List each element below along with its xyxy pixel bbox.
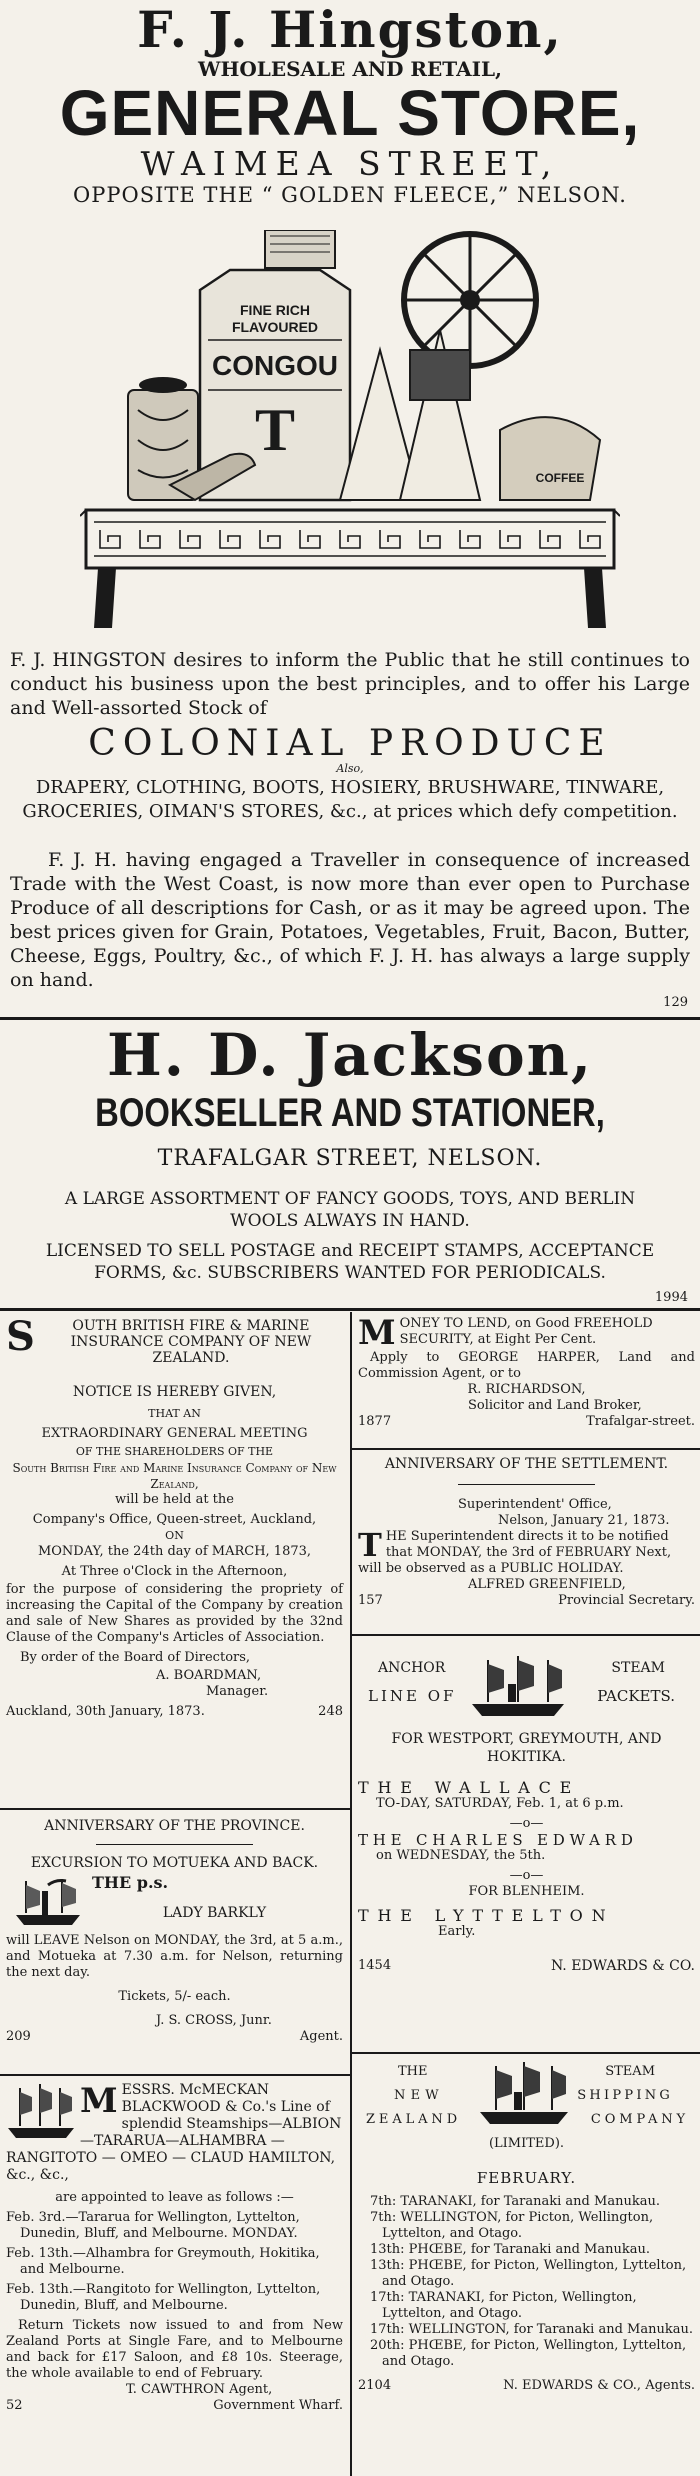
money-role: Solicitor and Land Broker,	[468, 1398, 642, 1413]
jackson-para-2: LICENSED TO SELL POSTAGE and RECEIPT STAMPS, ACCEPTANCE FORMS, &c. SUBSCRIBERS WANTED FOR PERIODICALS.	[45, 1241, 655, 1283]
anchor-early: Early.	[438, 1924, 476, 1939]
tin-label-1: FINE RICH	[240, 302, 310, 318]
mcmeckan-footer	[6, 2398, 343, 2414]
province-ship: LADY BARKLY	[162, 1905, 267, 1921]
province-title: ANNIVERSARY OF THE PROVINCE.	[44, 1818, 305, 1834]
insurance-time: At Three o'Clock in the Afternoon,	[61, 1564, 288, 1579]
divider-1	[0, 1017, 700, 1020]
nz-word-shipping: SHIPPING	[577, 2088, 673, 2103]
anchor-word-line: LINE OF	[368, 1687, 457, 1705]
insurance-footer	[6, 1704, 343, 1720]
nz-footer	[358, 2378, 695, 2394]
settlement-office: Superintendent' Office,	[458, 1497, 612, 1512]
insurance-company: South British Fire and Marine Insurance Company of New Zealand,	[12, 1461, 337, 1491]
money-footer	[358, 1414, 695, 1430]
anchor-word-steam: STEAM	[611, 1660, 665, 1676]
anchor-separator-1: —o—	[509, 1816, 544, 1831]
nz-sailing: 13th: PHŒBE, for Picton, Wellington, Lyttelton, and Otago.	[370, 2258, 687, 2289]
insurance-ad-number: 248	[318, 1704, 343, 1719]
money-head-text: ONEY TO LEND, on Good FREEHOLD SECURITY, at Eight Per Cent.	[399, 1316, 653, 1347]
hingston-ad-number: 129	[663, 995, 688, 1010]
insurance-place-date: Auckland, 30th January, 1873.	[6, 1704, 205, 1719]
province-ad	[6, 1818, 343, 2073]
insurance-heading	[6, 1313, 343, 1366]
settlement-footer	[358, 1593, 695, 1609]
steamship-icon	[6, 2082, 76, 2142]
insurance-of-the: OF THE SHAREHOLDERS OF THE	[75, 1445, 274, 1458]
nz-heading	[358, 2058, 695, 2154]
anchor-blenheim: FOR BLENHEIM.	[468, 1884, 585, 1899]
mcmeckan-ad-number: 52	[6, 2398, 23, 2413]
settlement-text: HE Superintendent directs it to be notified that MONDAY, the 3rd of FEBRUARY Next, will be observed as a PUBLIC HOLIDAY.	[358, 1529, 672, 1576]
settlement-signer: ALFRED GREENFIELD,	[468, 1577, 626, 1592]
money-ad-number: 1877	[358, 1414, 392, 1429]
steamship-icon	[468, 1654, 568, 1722]
anchor-edward-text: on WEDNESDAY, the 5th.	[376, 1848, 546, 1863]
jackson-ad	[0, 1022, 700, 1312]
hingston-ad	[0, 0, 700, 1025]
settlement-notice	[358, 1526, 695, 1577]
insurance-dropcap: S	[6, 1313, 35, 1360]
settlement-role: Provincial Secretary.	[558, 1593, 695, 1608]
anchor-edward: THE CHARLES EDWARD	[358, 1831, 638, 1849]
hingston-opposite: OPPOSITE THE “ GOLDEN FLEECE,” NELSON.	[73, 183, 627, 207]
settlement-dropcap: T	[358, 1526, 382, 1564]
nz-sailing: 13th: PHŒBE, for Taranaki and Manukau.	[370, 2242, 650, 2257]
anchor-wallace-text: TO-DAY, SATURDAY, Feb. 1, at 6 p.m.	[376, 1796, 624, 1811]
mcmeckan-item: Feb. 3rd.—Tararua for Wellington, Lyttelton, Dunedin, Bluff, and Melbourne. MONDAY.	[6, 2210, 300, 2241]
province-ad-number: 209	[6, 2029, 31, 2044]
insurance-meeting: EXTRAORDINARY GENERAL MEETING	[41, 1426, 308, 1441]
anchor-route: FOR WESTPORT, GREYMOUTH, AND HOKITIKA.	[391, 1731, 662, 1765]
steamship-icon	[12, 1873, 84, 1929]
nz-agent: N. EDWARDS & CO., Agents.	[503, 2378, 695, 2393]
mcmeckan-head-text: ESSRS. McMECKAN BLACKWOOD & Co.'s Line of splendid Steamships—ALBION—TARARUA—ALHAMBRA — RANGITOTO — OMEO — CLAUD HAMILTON, &c., &c.,	[6, 2082, 342, 2183]
nz-word-zealand: ZEALAND	[366, 2112, 462, 2127]
hingston-para-1: F. J. HINGSTON desires to inform the Public that he still continues to conduct his business upon the best principles, and to offer his Large and Well-assorted Stock of	[10, 649, 690, 719]
hingston-colonial: COLONIAL PRODUCE	[88, 723, 612, 764]
insurance-signer: A. BOARDMAN,	[156, 1668, 262, 1683]
mcmeckan-item: Feb. 13th.—Alhambra for Greymouth, Hokitika, and Melbourne.	[6, 2246, 320, 2277]
anchor-agent: N. EDWARDS & CO.	[550, 1958, 695, 1974]
nz-word-new: NEW	[394, 2088, 444, 2103]
insurance-ad	[6, 1313, 343, 1818]
nz-ad-number: 2104	[358, 2378, 392, 2393]
mcmeckan-item: Feb. 13th.—Rangitoto for Wellington, Lyttelton, Dunedin, Bluff, and Melbourne.	[6, 2282, 321, 2313]
nz-sailing: 7th: TARANAKI, for Taranaki and Manukau.	[370, 2194, 660, 2209]
hingston-para-2: F. J. H. having engaged a Traveller in consequence of increased Trade with the West Coast, is now more than ever open to Purchase Produce of all descriptions for Cash, or as it may be agreed upon. The best prices given for Grain, Potatoes, Vegetables, Fruit, Bacon, Butter, Cheese, Eggs, Poultry, &c., of which F. J. H. has always a large supply on hand.	[10, 849, 690, 991]
tin-brand: CONGOU	[212, 350, 338, 381]
jackson-para-1: A LARGE ASSORTMENT OF FANCY GOODS, TOYS, AND BERLIN WOOLS ALWAYS IN HAND.	[64, 1189, 636, 1231]
divider-right-3	[352, 2052, 700, 2054]
nz-sailing: 7th: WELLINGTON, for Picton, Wellington, Lyttelton, and Otago.	[370, 2210, 654, 2241]
mcmeckan-appointed: are appointed to leave as follows :—	[55, 2190, 294, 2205]
mcmeckan-items	[6, 2210, 343, 2314]
money-ad	[358, 1313, 695, 1441]
anchor-separator-2: —o—	[509, 1868, 544, 1883]
divider-right-1	[352, 1448, 700, 1450]
insurance-office: Company's Office, Queen-street, Auckland,	[32, 1512, 317, 1527]
divider-right-2	[352, 1634, 700, 1636]
insurance-notice: NOTICE IS HEREBY GIVEN,	[72, 1384, 277, 1400]
insurance-head-text: OUTH BRITISH FIRE & MARINE INSURANCE COMPANY OF NEW ZEALAND.	[70, 1318, 312, 1366]
province-footer	[6, 2029, 343, 2045]
province-text: will LEAVE Nelson on MONDAY, the 3rd, at 5 a.m., and Motueka at 7.30 a.m. for Nelson, returning the next day.	[6, 1933, 343, 1980]
bag-label: COFFEE	[535, 471, 585, 485]
hingston-street: WAIMEA STREET,	[140, 144, 560, 183]
insurance-date: MONDAY, the 24th day of MARCH, 1873,	[37, 1544, 312, 1559]
nz-sailing: 20th: PHŒBE, for Picton, Wellington, Lyttelton, and Otago.	[370, 2338, 687, 2369]
grocery-illustration	[80, 230, 620, 640]
column-rule	[350, 1312, 352, 2476]
settlement-title: ANNIVERSARY OF THE SETTLEMENT.	[384, 1456, 669, 1472]
jackson-name: H. D. Jackson,	[106, 1021, 594, 1089]
mcmeckan-dropcap: M	[80, 2081, 118, 2121]
tin-letter: T	[254, 397, 296, 463]
money-name: R. RICHARDSON,	[467, 1382, 586, 1397]
nz-limited: (LIMITED).	[488, 2136, 565, 2151]
province-ship-row	[6, 1871, 343, 1933]
anchor-heading	[358, 1654, 695, 1726]
anchor-word-packets: PACKETS.	[597, 1687, 675, 1705]
insurance-that: THAT AN	[148, 1407, 201, 1420]
mcmeckan-wharf: Government Wharf.	[213, 2398, 343, 2413]
money-dropcap: M	[358, 1313, 396, 1353]
hingston-also: Also,	[336, 762, 364, 775]
nz-word-company: COMPANY	[590, 2112, 689, 2127]
insurance-on: ON	[165, 1529, 184, 1542]
divider-2	[0, 1308, 700, 1311]
mcmeckan-signer: T. CAWTHRON Agent,	[126, 2382, 273, 2397]
money-apply: Apply to GEORGE HARPER, Land and Commission Agent, or to	[358, 1350, 695, 1381]
anchor-ad	[358, 1654, 695, 2004]
jackson-street: TRAFALGAR STREET, NELSON.	[157, 1146, 543, 1171]
mcmeckan-ad	[6, 2082, 343, 2472]
nz-shipping-ad	[358, 2058, 695, 2472]
nz-items	[358, 2194, 695, 2370]
jackson-ad-number: 1994	[654, 1290, 688, 1305]
insurance-role: Manager.	[206, 1684, 269, 1699]
hingston-name: F. J. Hingston,	[137, 0, 563, 59]
settlement-ad-number: 157	[358, 1593, 383, 1608]
anchor-lyttelton: THE LYTTELTON	[358, 1906, 615, 1925]
hingston-store: GENERAL STORE,	[59, 77, 641, 149]
money-street: Trafalgar-street.	[586, 1414, 695, 1429]
province-role: Agent.	[299, 2029, 343, 2044]
mcmeckan-return: Return Tickets now issued to and from New Zealand Ports at Single Fare, and to Melbourne and back for £17 Saloon, and £8 10s. Steerage, the whole available to end of February.	[6, 2318, 343, 2381]
divider-left-2	[0, 2074, 350, 2076]
money-heading	[358, 1313, 695, 1353]
nz-sailing: 17th: TARANAKI, for Picton, Wellington, Lyttelton, and Otago.	[370, 2290, 637, 2321]
divider-left-1	[0, 1808, 350, 1810]
nz-word-steam: STEAM	[605, 2064, 655, 2079]
province-signer: J. S. CROSS, Junr.	[156, 2013, 272, 2028]
province-rule	[96, 1844, 253, 1845]
tin-label-2: FLAVOURED	[231, 319, 319, 335]
hingston-goods: DRAPERY, CLOTHING, BOOTS, HOSIERY, BRUSHWARE, TINWARE, GROCERIES, OIMAN'S STORES, &c., at prices which defy competition.	[22, 777, 678, 822]
nz-word-the: THE	[398, 2064, 428, 2079]
anchor-wallace: THE WALLACE	[358, 1778, 581, 1797]
settlement-date: Nelson, January 21, 1873.	[498, 1513, 670, 1528]
insurance-held: will be held at the	[115, 1492, 234, 1507]
province-excursion: EXCURSION TO MOTUEKA AND BACK.	[30, 1855, 319, 1871]
province-tickets: Tickets, 5/- each.	[118, 1989, 231, 2004]
insurance-purpose: for the purpose of considering the propriety of increasing the Capital of the Company by creation and sale of New Shares as provided by the 32nd Clause of the Company's Articles of Association.	[6, 1582, 343, 1645]
mcmeckan-heading	[6, 2082, 343, 2184]
jackson-trade: BOOKSELLER AND STATIONER,	[95, 1091, 605, 1135]
nz-month: FEBRUARY.	[476, 2169, 577, 2187]
anchor-footer	[358, 1958, 695, 1974]
settlement-rule	[458, 1484, 595, 1485]
province-the: THE p.s.	[92, 1873, 169, 1892]
nz-sailing: 17th: WELLINGTON, for Taranaki and Manukau.	[370, 2322, 693, 2337]
insurance-order: By order of the Board of Directors,	[20, 1650, 251, 1665]
settlement-ad	[358, 1456, 695, 1656]
steamship-icon	[476, 2060, 572, 2130]
hingston-subtitle: WHOLESALE AND RETAIL,	[198, 57, 502, 81]
anchor-word-anchor: ANCHOR	[378, 1660, 446, 1676]
anchor-ad-number: 1454	[358, 1958, 392, 1973]
